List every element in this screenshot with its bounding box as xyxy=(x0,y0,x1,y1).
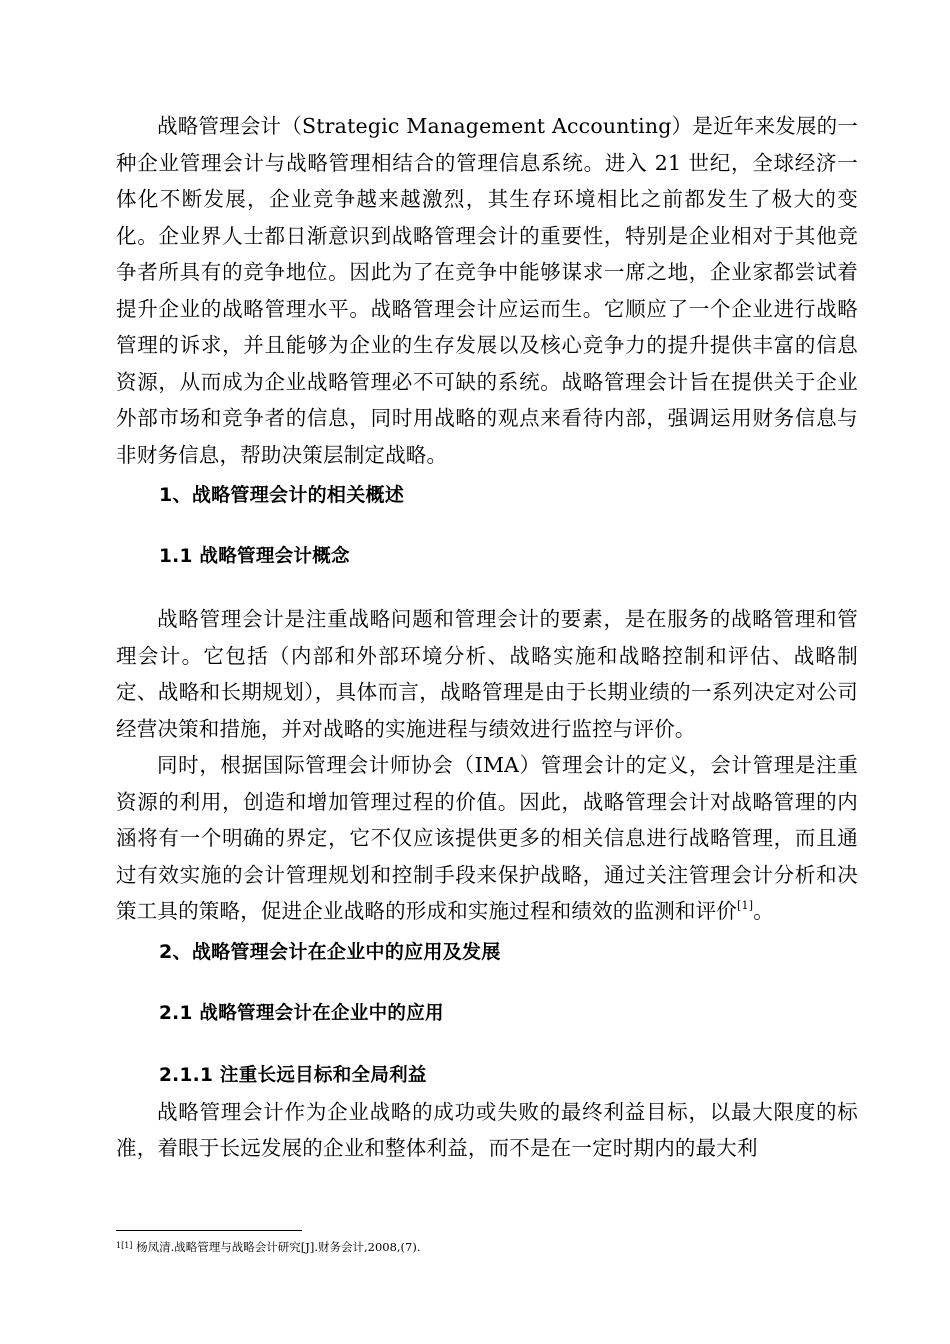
section-1-1-paragraph-1: 战略管理会计是注重战略问题和管理会计的要素，是在服务的战略管理和管理会计。它包括（内部和外部环境分析、战略实施和战略控制和评估、战略制定、战略和长期规划），具体而言，战略管理是由于长期业绩的一系列决定对公司经营决策和措施，并对战略的实施进程与绩效进行监控与评价。 xyxy=(116,607,858,741)
section-1-heading: 1、战略管理会计的相关概述 xyxy=(159,484,405,506)
footnote-mark: 1[1] xyxy=(116,1241,133,1250)
section-2-1-1-heading: 2.1.1 注重长远目标和全局利益 xyxy=(159,1064,427,1086)
section-1-1-paragraph-2-end: 。 xyxy=(753,899,774,923)
footnote-text: 杨凤清.战略管理与战略会计研究[J].财务会计,2008,(7). xyxy=(136,1240,421,1254)
section-2-1-heading: 2.1 战略管理会计在企业中的应用 xyxy=(159,1002,444,1024)
footnote xyxy=(116,1238,421,1255)
section-2-1-1-paragraph: 战略管理会计作为企业战略的成功或失败的最终利益目标，以最大限度的标准，着眼于长远发展的企业和整体利益，而不是在一定时期内的最大利 xyxy=(116,1099,858,1160)
section-1-1-paragraph-2 xyxy=(116,747,858,930)
section-1-1-paragraph-2-text: 同时，根据国际管理会计师协会（IMA）管理会计的定义，会计管理是注重资源的利用，创造和增加管理过程的价值。因此，战略管理会计对战略管理的内涵将有一个明确的界定，它不仅应该提供更多的相关信息进行战略管理，而且通过有效实施的会计管理规划和控制手段来保护战略，通过关注管理会计分析和决策工具的策略，促进企业战略的形成和实施过程和绩效的监测和评价 xyxy=(116,753,858,923)
footnote-divider xyxy=(116,1230,302,1231)
citation-ref: [1] xyxy=(737,899,754,912)
section-1-1-heading: 1.1 战略管理会计概念 xyxy=(159,546,350,567)
intro-paragraph: 战略管理会计（Strategic Management Accounting）是近年来发展的一种企业管理会计与战略管理相结合的管理信息系统。进入 21 世纪，全球经济一体化不断发展，企业竞争越来越激烈，其生存环境相比之前都发生了极大的变化。企业界人士都日渐意识到战略管理会计的重要性，特别是企业相对于其他竞争者所具有的竞争地位。因此为了在竞争中能够谋求一席之地，企业家都尝试着提升企业的战略管理水平。战略管理会计应运而生。它顺应了一个企业进行战略管理的诉求，并且能够为企业的生存发展以及核心竞争力的提升提供丰富的信息资源，从而成为企业战略管理必不可缺的系统。战略管理会计旨在提供关于企业外部市场和竞争者的信息，同时用战略的观点来看待内部，强调运用财务信息与非财务信息，帮助决策层制定战略。 xyxy=(116,114,858,467)
document-page xyxy=(116,108,858,1167)
section-2-heading: 2、战略管理会计在企业中的应用及发展 xyxy=(159,940,501,963)
